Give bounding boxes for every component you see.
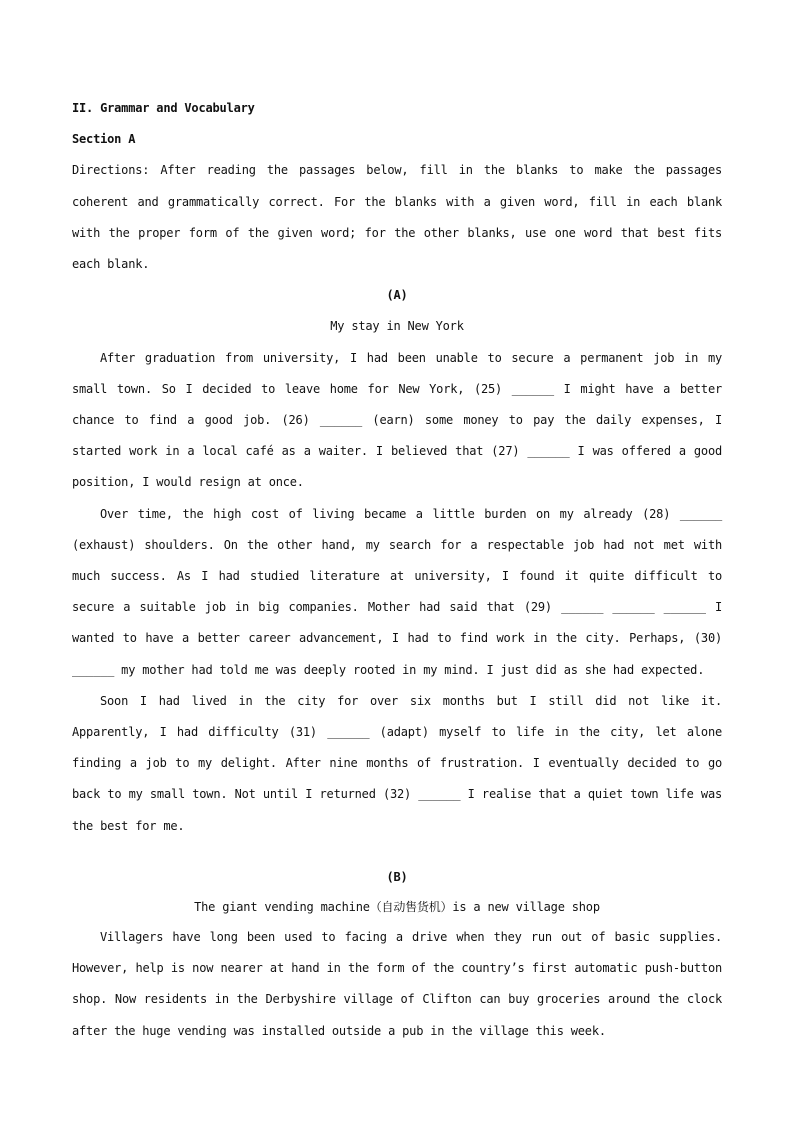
section-heading: II. Grammar and Vocabulary	[72, 101, 255, 115]
directions-text: Directions: After reading the passages below, fill in the blanks to make the passages coherent and grammatically correct. For the blanks with a given word, fill in each blank with the proper form of the given word; for the other blanks, use one word that best fits each blank.	[72, 163, 722, 272]
worksheet-page	[72, 93, 722, 1047]
passage-b-title: The giant vending machine（自动售货机）is a new village shop	[194, 900, 600, 915]
section-label: Section A	[72, 132, 136, 147]
passage-a-paragraph-1: After graduation from university, I had been unable to secure a permanent job in my small town. So I decided to leave home for New York, (25) ______ I might have a better chance to find a good job. (26) ______ (earn) some money to pay the daily expenses, I started work in a local café as a waiter. I believed that (27) ______ I was offered a good position, I would resign at once.	[72, 350, 722, 490]
passage-a-paragraph-3: Soon I had lived in the city for over six months but I still did not like it. Apparently, I had difficulty (31) ______ (adapt) myself to life in the city, let alone finding a job to my delight. After nine months of frustration. I eventually decided to go back to my small town. Not until I returned (32) ______ I realise that a quiet town life was the best for me.	[72, 693, 722, 833]
passage-a-label: (A)	[386, 288, 408, 303]
passage-b-label: (B)	[386, 869, 408, 884]
passage-a-paragraph-2: Over time, the high cost of living became a little burden on my already (28) ______ (exhaust) shoulders. On the other hand, my search for a respectable job had not met with much success. As I had studied literature at university, I found it quite difficult to secure a suitable job in big companies. Mother had said that (29) ______ ______ ______ I wanted to have a better career advancement, I had to find work in the city. Perhaps, (30) ______ my mother had told me was deeply rooted in my mind. I just did as she had expected.	[72, 506, 722, 677]
passage-b-paragraph-1: Villagers have long been used to facing a drive when they run out of basic supplies. However, help is now nearer at hand in the form of the country’s first automatic push-button shop. Now residents in the Derbyshire village of Clifton can buy groceries around the clock after the huge vending was installed outside a pub in the village this week.	[72, 930, 722, 1038]
passage-a-title: My stay in New York	[330, 319, 464, 334]
